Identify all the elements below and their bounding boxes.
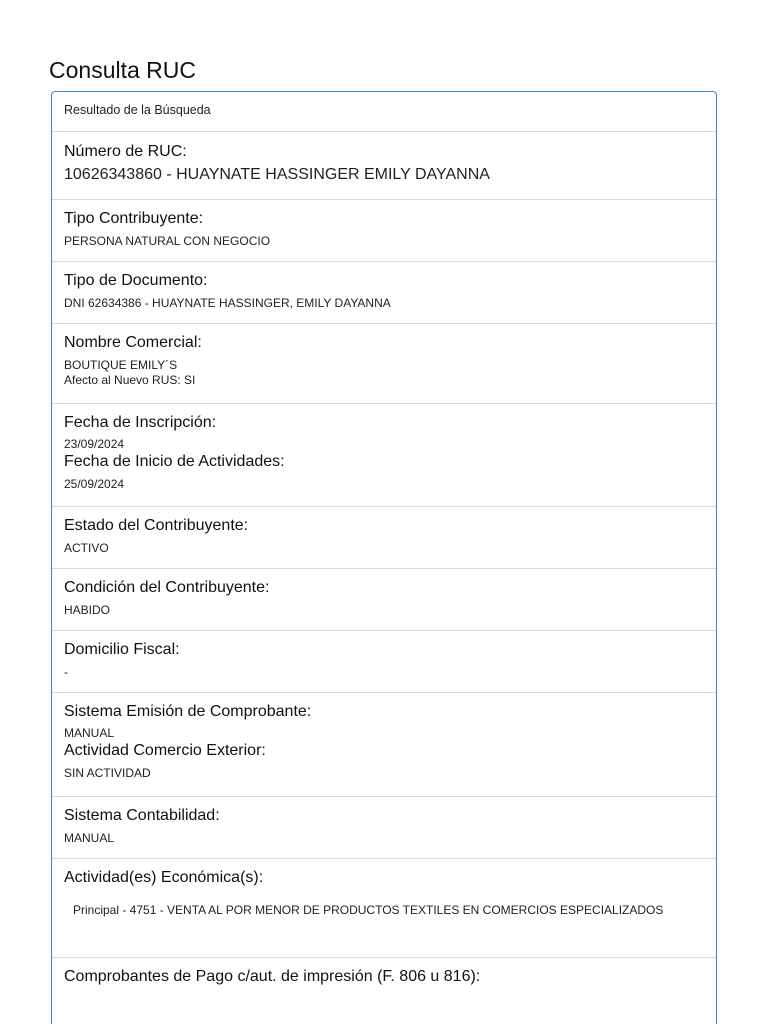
nombre-comercial-value: BOUTIQUE EMILY´S — [64, 358, 178, 372]
condicion-label: Condición del Contribuyente: — [64, 579, 270, 596]
sistema-contabilidad-label: Sistema Contabilidad: — [64, 807, 220, 824]
row-sistema-contabilidad — [52, 797, 716, 859]
row-comprobantes — [52, 958, 716, 1024]
row-condicion — [52, 569, 716, 631]
result-panel — [51, 91, 717, 1024]
row-sistema-emision — [52, 693, 716, 797]
tipo-documento-label: Tipo de Documento: — [64, 272, 208, 289]
condicion-value: HABIDO — [64, 603, 111, 617]
tipo-documento-value: DNI 62634386 - HUAYNATE HASSINGER, EMILY DAYANNA — [64, 296, 391, 310]
actividad-item: Principal - 4751 - VENTA AL POR MENOR DE PRODUCTOS TEXTILES EN COMERCIOS ESPECIALIZADOS — [73, 903, 664, 917]
domicilio-label: Domicilio Fiscal: — [64, 641, 180, 658]
ruc-label: Número de RUC: — [64, 143, 187, 160]
fecha-inicio-value: 25/09/2024 — [64, 477, 125, 491]
ruc-value[interactable]: 10626343860 - HUAYNATE HASSINGER EMILY DAYANNA — [64, 166, 490, 183]
sistema-contabilidad-value: MANUAL — [64, 831, 115, 845]
nombre-comercial-label: Nombre Comercial: — [64, 334, 202, 351]
comprobantes-label: Comprobantes de Pago c/aut. de impresión (F. 806 u 816): — [64, 968, 481, 985]
panel-heading: Resultado de la Búsqueda — [52, 92, 716, 132]
row-tipo-contribuyente — [52, 200, 716, 262]
estado-label: Estado del Contribuyente: — [64, 517, 249, 534]
actividades-table — [73, 902, 704, 918]
domicilio-value: - — [64, 665, 68, 679]
row-nombre-comercial — [52, 324, 716, 404]
comercio-exterior-value: SIN ACTIVIDAD — [64, 766, 151, 780]
page-title: Consulta RUC — [49, 57, 196, 83]
estado-value: ACTIVO — [64, 541, 109, 555]
row-ruc — [52, 132, 716, 200]
row-actividades — [52, 859, 716, 958]
actividades-label: Actividad(es) Económica(s): — [64, 869, 264, 886]
tipo-contribuyente-value: PERSONA NATURAL CON NEGOCIO — [64, 234, 271, 248]
row-tipo-documento — [52, 262, 716, 324]
nuevo-rus-value: Afecto al Nuevo RUS: SI — [64, 373, 196, 387]
comercio-exterior-label: Actividad Comercio Exterior: — [64, 742, 266, 759]
row-fechas — [52, 404, 716, 507]
row-estado — [52, 507, 716, 569]
sistema-emision-value: MANUAL — [64, 726, 115, 740]
fecha-inicio-label: Fecha de Inicio de Actividades: — [64, 453, 285, 470]
fecha-inscripcion-label: Fecha de Inscripción: — [64, 414, 217, 431]
fecha-inscripcion-value: 23/09/2024 — [64, 437, 125, 451]
tipo-contribuyente-label: Tipo Contribuyente: — [64, 210, 204, 227]
row-domicilio — [52, 631, 716, 693]
sistema-emision-label: Sistema Emisión de Comprobante: — [64, 703, 312, 720]
